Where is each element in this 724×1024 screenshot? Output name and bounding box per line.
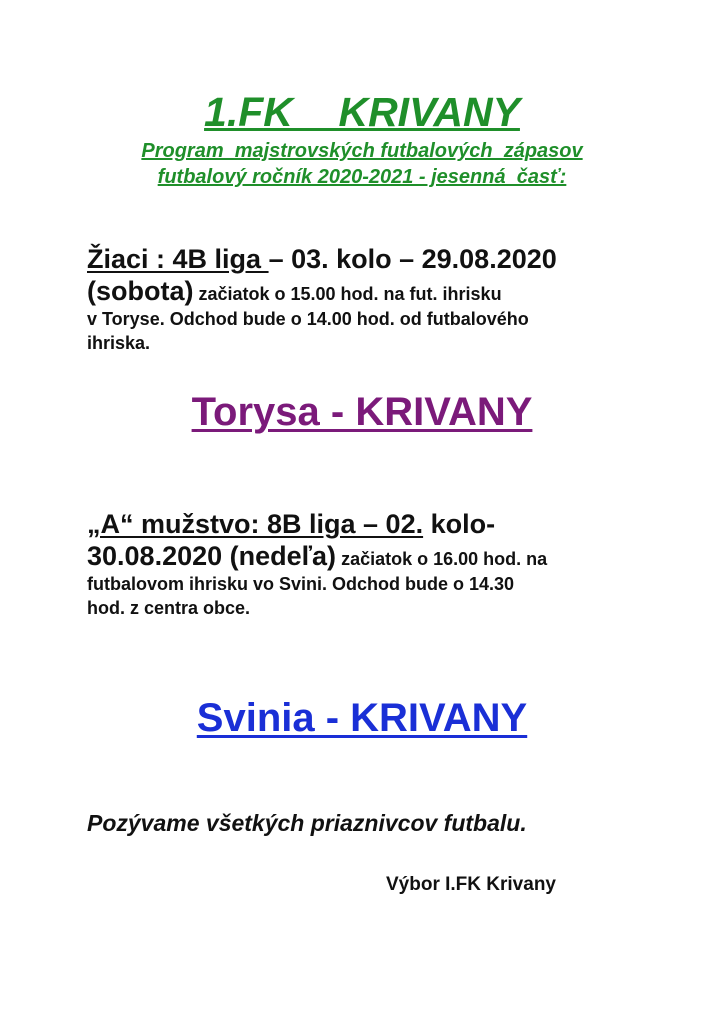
senior-date-line	[87, 540, 687, 572]
subtitle-line-2: futbalový ročník 2020-2021 - jesenná časť:	[157, 166, 567, 188]
youth-day: (sobota)	[87, 276, 194, 306]
youth-fixture: Torysa - KRIVANY	[191, 390, 533, 434]
signature: Výbor I.FK Krivany	[386, 874, 556, 895]
invitation-text: Pozývame všetkých priaznivcov futbalu.	[87, 810, 527, 836]
senior-departure-line-1: futbalovom ihrisku vo Svini. Odchod bude o 14.30	[87, 574, 515, 594]
senior-start-info: začiatok o 16.00 hod. na	[336, 549, 548, 569]
youth-team-league: Žiaci : 4B liga	[87, 244, 269, 274]
senior-round: kolo-	[423, 509, 496, 539]
senior-departure-line-2: hod. z centra obce.	[87, 598, 251, 618]
youth-departure-line-2: ihriska.	[87, 333, 151, 353]
youth-heading-line	[87, 243, 687, 275]
youth-day-line	[87, 275, 687, 307]
subtitle-line-1: Program majstrovských futbalových zápasov	[141, 140, 583, 162]
senior-heading-line	[87, 508, 687, 540]
youth-round-date: – 03. kolo – 29.08.2020	[268, 244, 557, 274]
senior-team-league: „A“ mužstvo: 8B liga – 02.	[87, 509, 424, 539]
youth-departure-line-1: v Toryse. Odchod bude o 14.00 hod. od futbalového	[87, 309, 529, 329]
senior-match-info	[87, 508, 687, 620]
youth-match-info	[87, 243, 687, 355]
senior-fixture: Svinia - KRIVANY	[196, 696, 528, 740]
youth-start-info: začiatok o 15.00 hod. na fut. ihrisku	[193, 284, 502, 304]
senior-date-day: 30.08.2020 (nedeľa)	[87, 541, 337, 571]
page-title: 1.FK KRIVANY	[204, 89, 520, 135]
